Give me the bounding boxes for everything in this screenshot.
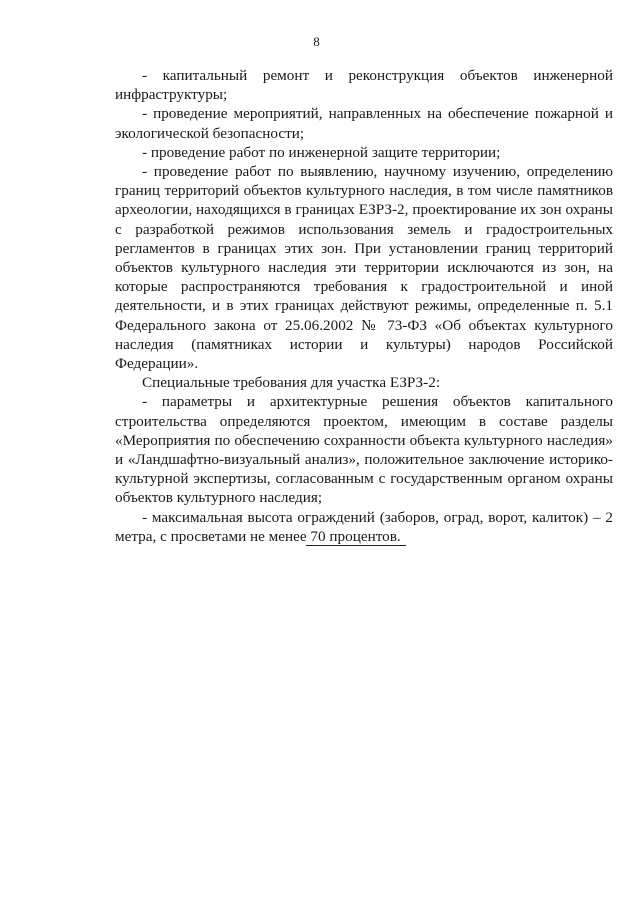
special-requirements-heading: Специальные требования для участка ЕЗРЗ-2:: [142, 374, 441, 392]
list-item-fire-safety: - проведение мероприятий, направленных на обеспечение пожарной и экологической безопасности;: [115, 105, 613, 142]
document-body: [115, 66, 613, 546]
list-item-engineering-protection: - проведение работ по инженерной защите территории;: [142, 143, 501, 161]
list-item-heritage-research: - проведение работ по выявлению, научному изучению, определению границ территорий объектов культурного наследия, в том числе памятников археологии, находящихся в границах ЕЗРЗ-2, проектирование их зон охраны с разработкой режимов использования земель и градостроительных регламентов в границах этих зон. При установлении границ территорий объектов культурного наследия эти территории исключаются из зон, на которые распространяются требования к градостроительной и иной деятельности, и в этих границах действуют режимы, определенные п. 5.1 Федерального закона от 25.06.2002 № 73-ФЗ «Об объектах культурного наследия (памятниках истории и культуры) народов Российской Федерации».: [115, 163, 613, 373]
list-item-fence-height: - максимальная высота ограждений (заборов, оград, ворот, калиток) – 2 метра, с просветами не менее 70 процентов.: [115, 508, 613, 545]
page-number: 8: [313, 34, 320, 49]
list-item-construction-parameters: - параметры и архитектурные решения объектов капитального строительства определяются проектом, имеющим в составе разделы «Мероприятия по обеспечению сохранности объекта культурного наследия» и «Ландшафтно-визуальный анализ», положительное заключение историко-культурной экспертизы, согласованным с государственным органом охраны объектов культурного наследия;: [115, 393, 613, 507]
list-item-capital-repair: - капитальный ремонт и реконструкция объектов инженерной инфраструктуры;: [115, 67, 613, 104]
end-divider-line: [306, 545, 406, 546]
